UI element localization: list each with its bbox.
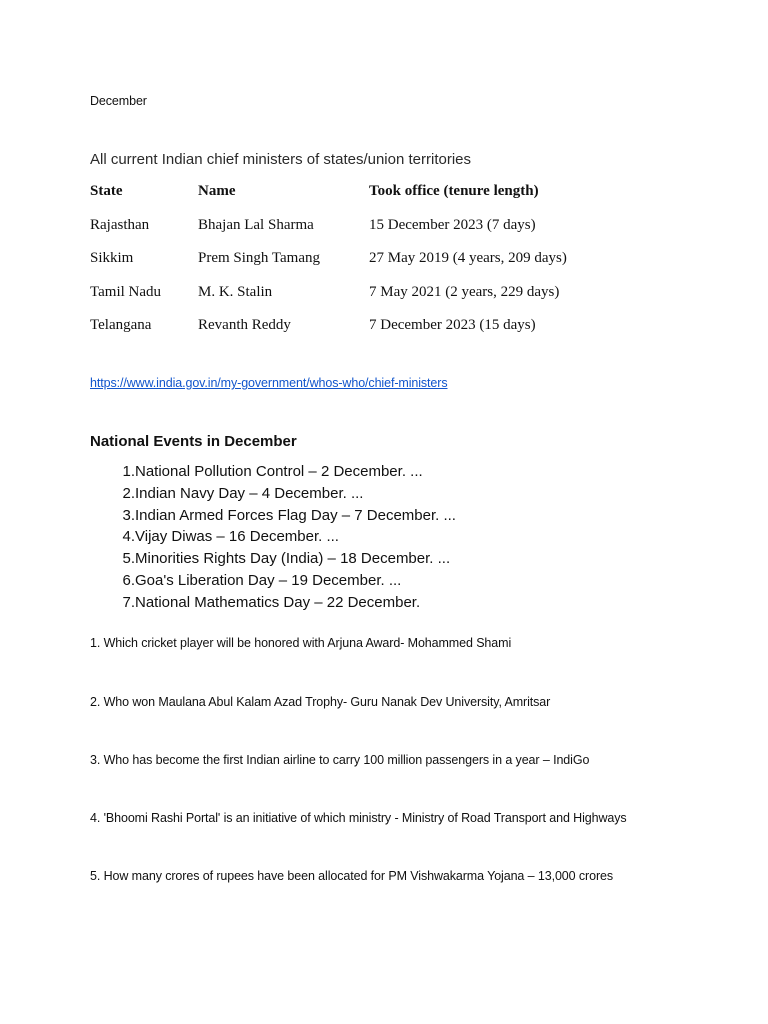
state-cell: Rajasthan <box>90 216 150 233</box>
quiz-question-3: 3. Who has become the first Indian airline to carry 100 million passengers in a year – IndiGo <box>90 753 590 767</box>
national-events-list <box>90 461 456 614</box>
quiz-question-1: 1. Which cricket player will be honored with Arjuna Award- Mohammed Shami <box>90 636 512 650</box>
list-number: 4. <box>122 528 135 546</box>
list-item <box>90 592 456 614</box>
list-number: 3. <box>122 506 135 524</box>
list-item-text: Indian Armed Forces Flag Day – 7 December. ... <box>135 506 456 524</box>
quiz-question-4: 4. 'Bhoomi Rashi Portal' is an initiative of which ministry - Ministry of Road Transport and Highways <box>90 811 627 825</box>
list-number: 2. <box>122 484 135 502</box>
list-item-text: Vijay Diwas – 16 December. ... <box>135 528 339 546</box>
table-row <box>90 317 599 351</box>
state-cell: Sikkim <box>90 250 134 266</box>
list-item-text: Indian Navy Day – 4 December. ... <box>135 484 364 502</box>
name-cell: Revanth Reddy <box>198 317 291 333</box>
list-item <box>90 570 456 592</box>
chief-ministers-source-link[interactable]: https://www.india.gov.in/my-government/whos-who/chief-ministers <box>90 376 448 390</box>
list-item-text: National Mathematics Day – 22 December. <box>135 593 421 611</box>
state-cell: Telangana <box>90 317 152 333</box>
month-heading: December <box>90 94 147 108</box>
list-item-text: Goa's Liberation Day – 19 December. ... <box>135 571 402 589</box>
column-header-took-office: Took office (tenure length) <box>369 183 539 199</box>
list-item <box>90 461 456 483</box>
table-row <box>90 217 599 251</box>
list-number: 1. <box>122 463 135 480</box>
chief-ministers-title: All current Indian chief ministers of states/union territories <box>90 151 471 168</box>
took-office-cell: 15 December 2023 (7 days) <box>369 216 536 233</box>
name-cell: Bhajan Lal Sharma <box>198 216 314 233</box>
list-number: 7. <box>122 593 135 611</box>
quiz-question-2: 2. Who won Maulana Abul Kalam Azad Trophy- Guru Nanak Dev University, Amritsar <box>90 695 551 709</box>
column-header-state: State <box>90 183 123 199</box>
state-cell: Tamil Nadu <box>90 283 162 300</box>
list-item <box>90 505 456 527</box>
chief-ministers-table <box>90 183 599 351</box>
name-cell: M. K. Stalin <box>198 283 273 300</box>
list-number: 6. <box>122 571 135 589</box>
table-header-row <box>90 183 599 217</box>
quiz-question-5: 5. How many crores of rupees have been allocated for PM Vishwakarma Yojana – 13,000 crores <box>90 869 614 883</box>
list-item <box>90 548 456 570</box>
table-row <box>90 250 599 284</box>
list-item <box>90 526 456 548</box>
list-item <box>90 483 456 505</box>
list-item-text: National Pollution Control – 2 December. ... <box>135 463 423 480</box>
took-office-cell: 7 December 2023 (15 days) <box>369 317 536 333</box>
list-item-text: Minorities Rights Day (India) – 18 December. ... <box>135 550 451 568</box>
national-events-title: National Events in December <box>90 433 297 450</box>
column-header-name: Name <box>198 183 236 199</box>
name-cell: Prem Singh Tamang <box>198 250 320 266</box>
list-number: 5. <box>122 550 135 568</box>
took-office-cell: 27 May 2019 (4 years, 209 days) <box>369 250 567 266</box>
took-office-cell: 7 May 2021 (2 years, 229 days) <box>369 283 560 300</box>
table-row <box>90 284 599 318</box>
